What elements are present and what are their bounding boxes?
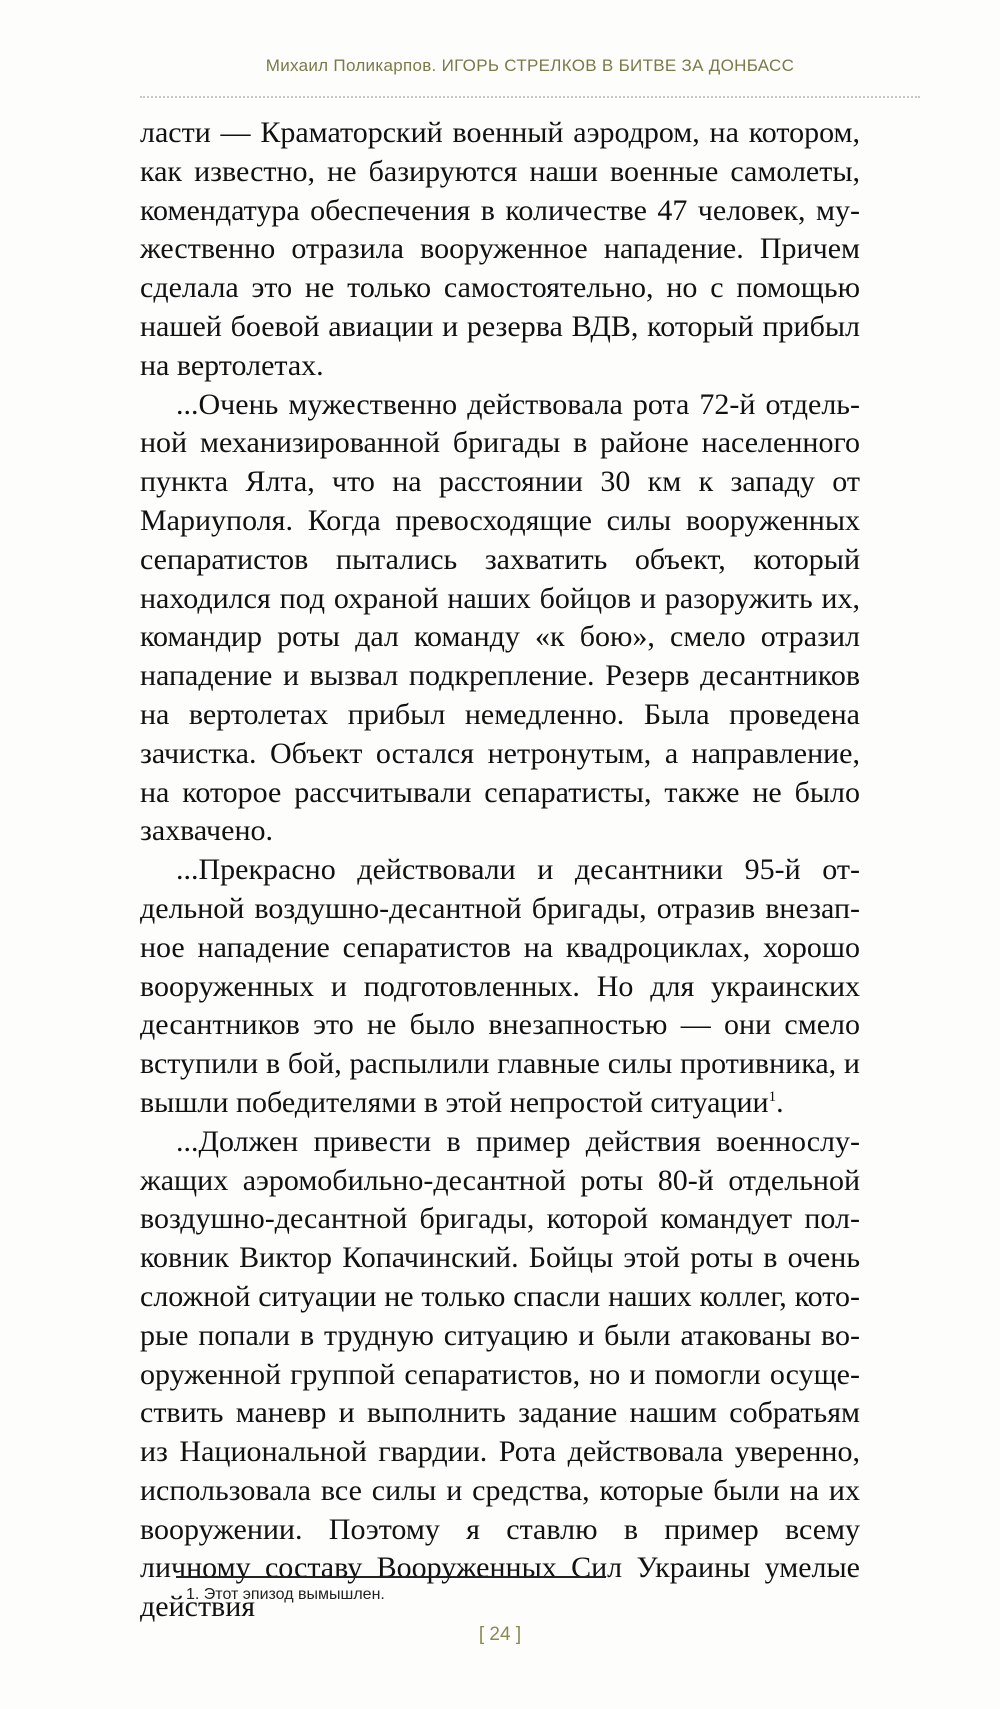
running-head: Михаил Поликарпов. ИГОРЬ СТРЕЛКОВ В БИТВЕ ЗА ДОНБАСС (265, 56, 795, 75)
paragraph-3-text: ...Прекрасно действовали и десантники 95-й отдельной воздушно-десантной бригады, отразив внезапное нападение сепаратистов на квадроциклах, хорошо вооруженных и подготовленных. Но для украинских десантников это не было внезапностью — они смело вступили в бой, распылили главные силы противника, и вышли победителями в этой непростой ситуации (140, 853, 860, 1119)
paragraph-1: ласти — Краматорский военный аэродром, на котором, как известно, не базируются наши военные самолеты, комендатура обеспечения в количестве 47 человек, мужественно отразила вооруженное нападение. Причем сделала это не только самостоятельно, но с помощью нашей боевой авиации и резерва ВДВ, который прибыл на вертолетах. (140, 116, 860, 382)
footnote-divider (176, 1576, 606, 1578)
footnote-reference[interactable]: 1 (768, 1088, 777, 1105)
paragraph-3 (140, 851, 860, 1123)
footnote: 1. Этот эпизод вымышлен. (186, 1586, 385, 1603)
page-number: [ 24 ] (478, 1624, 522, 1645)
paragraph-2: ...Очень мужественно действовала рота 72-й отдельной механизированной бригады в районе населенного пункта Ялта, что на расстоянии 30 км к западу от Мариуполя. Когда превосходящие силы вооруженных сепаратистов пытались захватить объект, который находился под охраной наших бойцов и разоружить их, командир роты дал команду «к бою», смело отразил нападение и вызвал подкрепление. Резерв десантников на вертолетах прибыл немедленно. Была проведена зачистка. Объект остался нетронутым, а направление, на которое рассчитывали сепаратисты, также не было захвачено. (140, 387, 860, 848)
paragraph-4: ...Должен привести в пример действия военнослужащих аэромобильно-десантной роты 80-й отдельной воздушно-десантной бригады, которой командует полковник Виктор Копачинский. Бойцы этой роты в очень сложной ситуации не только спасли наших коллег, которые попали в трудную ситуацию и были атакованы вооруженной группой сепаратистов, но и помогли осуществить маневр и выполнить задание нашим собратьям из Национальной гвардии. Рота действовала уверенно, использовала все силы и средства, которые были на их вооружении. Поэтому я ставлю в пример всему личному составу Вооруженных Сил Украины умелые действия (140, 1124, 860, 1624)
paragraph-3-period: . (776, 1085, 784, 1119)
body-text (140, 114, 860, 1627)
header-divider (140, 96, 920, 98)
